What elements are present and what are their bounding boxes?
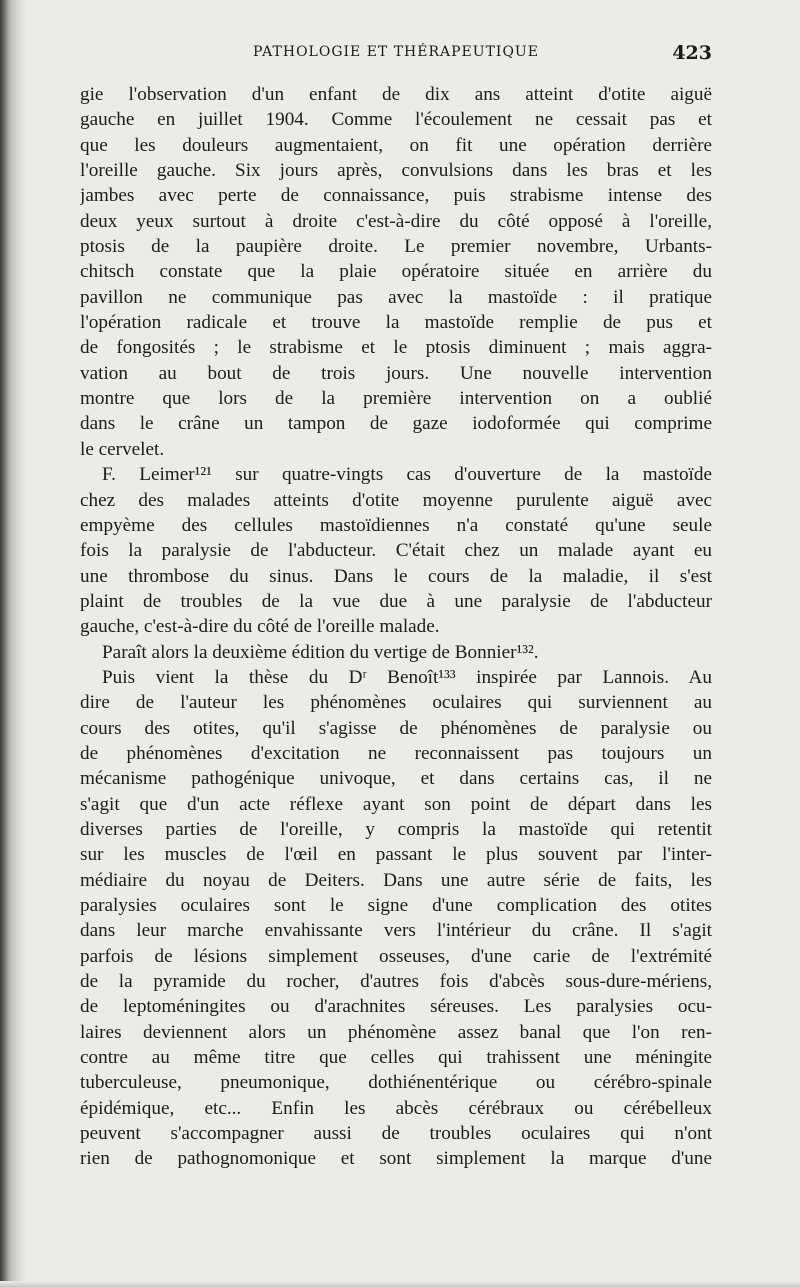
text-line: deux yeux surtout à droite c'est-à-dire du côté opposé à l'oreille, [80, 210, 712, 232]
text-line: le cervelet. [80, 438, 165, 460]
text-line: sur les muscles de l'œil en passant le plus souvent par l'inter- [80, 844, 712, 866]
text-line: Paraît alors la deuxième édition du vertige de Bonnier¹³². [102, 641, 539, 663]
text-line: montre que lors de la première intervention on a oublié [80, 388, 712, 410]
text-line: ptosis de la paupière droite. Le premier novembre, Urbants- [80, 236, 712, 258]
text-line: s'agit que d'un acte réflexe ayant son point de départ dans les [80, 793, 712, 815]
text-line: empyème des cellules mastoïdiennes n'a constaté qu'une seule [80, 514, 712, 536]
page-number: 423 [672, 42, 712, 64]
page-header [80, 42, 712, 66]
text-line: de fongosités ; le strabisme et le ptosis diminuent ; mais aggra- [80, 337, 712, 359]
text-line: dans le crâne un tampon de gaze iodoformée qui comprime [80, 413, 712, 435]
text-line: chitsch constate que la plaie opératoire située en arrière du [80, 261, 712, 283]
text-line: gauche, c'est-à-dire du côté de l'oreille malade. [80, 616, 440, 638]
text-line: parfois de lésions simplement osseuses, d'une carie de l'extrémité [80, 945, 712, 967]
text-line: de leptoméningites ou d'arachnites séreuses. Les paralysies ocu- [80, 996, 712, 1018]
text-line: laires deviennent alors un phénomène assez banal que l'on ren- [80, 1021, 712, 1043]
running-title: PATHOLOGIE ET THÉRAPEUTIQUE [253, 44, 539, 60]
text-line: gie l'observation d'un enfant de dix ans atteint d'otite aiguë [80, 84, 712, 105]
text-line: plaint de troubles de la vue due à une paralysie de l'abducteur [80, 590, 712, 612]
text-line: chez des malades atteints d'otite moyenne purulente aiguë avec [80, 489, 712, 511]
text-line: dans leur marche envahissante vers l'intérieur du crâne. Il s'agit [80, 920, 712, 942]
text-line: vation au bout de trois jours. Une nouvelle intervention [80, 362, 712, 384]
text-line: pavillon ne communique pas avec la mastoïde : il pratique [80, 286, 712, 308]
text-line: tuberculeuse, pneumonique, dothiénentérique ou cérébro-spinale [80, 1072, 712, 1094]
text-line: une thrombose du sinus. Dans le cours de la maladie, il s'est [80, 565, 712, 587]
text-line: Puis vient la thèse du Dʳ Benoît¹³³ inspirée par Lannois. Au [102, 666, 712, 688]
text-line: épidémique, etc... Enfin les abcès cérébraux ou cérébelleux [80, 1097, 712, 1119]
text-line: contre au même titre que celles qui trahissent une méningite [80, 1047, 712, 1069]
text-line: de phénomènes d'excitation ne reconnaissent pas toujours un [80, 742, 712, 764]
text-line: que les douleurs augmentaient, on fit une opération derrière [80, 134, 712, 156]
text-line: rien de pathognomonique et sont simplement la marque d'une [80, 1148, 712, 1170]
text-line: gauche en juillet 1904. Comme l'écoulement ne cessait pas et [80, 109, 712, 131]
text-line: F. Leimer¹²¹ sur quatre-vingts cas d'ouverture de la mastoïde [102, 464, 712, 486]
text-line: l'oreille gauche. Six jours après, convulsions dans les bras et les [80, 160, 712, 182]
text-line: de la pyramide du rocher, d'autres fois d'abcès sous-dure-mériens, [80, 971, 712, 993]
text-line: médiaire du noyau de Deiters. Dans une autre série de faits, les [80, 869, 712, 891]
text-line: l'opération radicale et trouve la mastoïde remplie de pus et [80, 312, 712, 334]
text-line: mécanisme pathogénique univoque, et dans certains cas, il ne [80, 768, 712, 790]
text-line: paralysies oculaires sont le signe d'une complication des otites [80, 895, 712, 916]
text-line: dire de l'auteur les phénomènes oculaires qui surviennent au [80, 692, 712, 714]
text-line: diverses parties de l'oreille, y compris la mastoïde qui retentit [80, 818, 712, 840]
text-line: peuvent s'accompagner aussi de troubles oculaires qui n'ont [80, 1123, 712, 1145]
body-text [80, 82, 712, 1172]
text-line: cours des otites, qu'il s'agisse de phénomènes de paralysie ou [80, 717, 712, 739]
text-line: jambes avec perte de connaissance, puis strabisme intense des [80, 185, 712, 207]
text-line: fois la paralysie de l'abducteur. C'était chez un malade ayant eu [80, 540, 712, 562]
page-binding-edge [0, 0, 26, 1287]
page-bottom-edge [0, 1281, 800, 1287]
